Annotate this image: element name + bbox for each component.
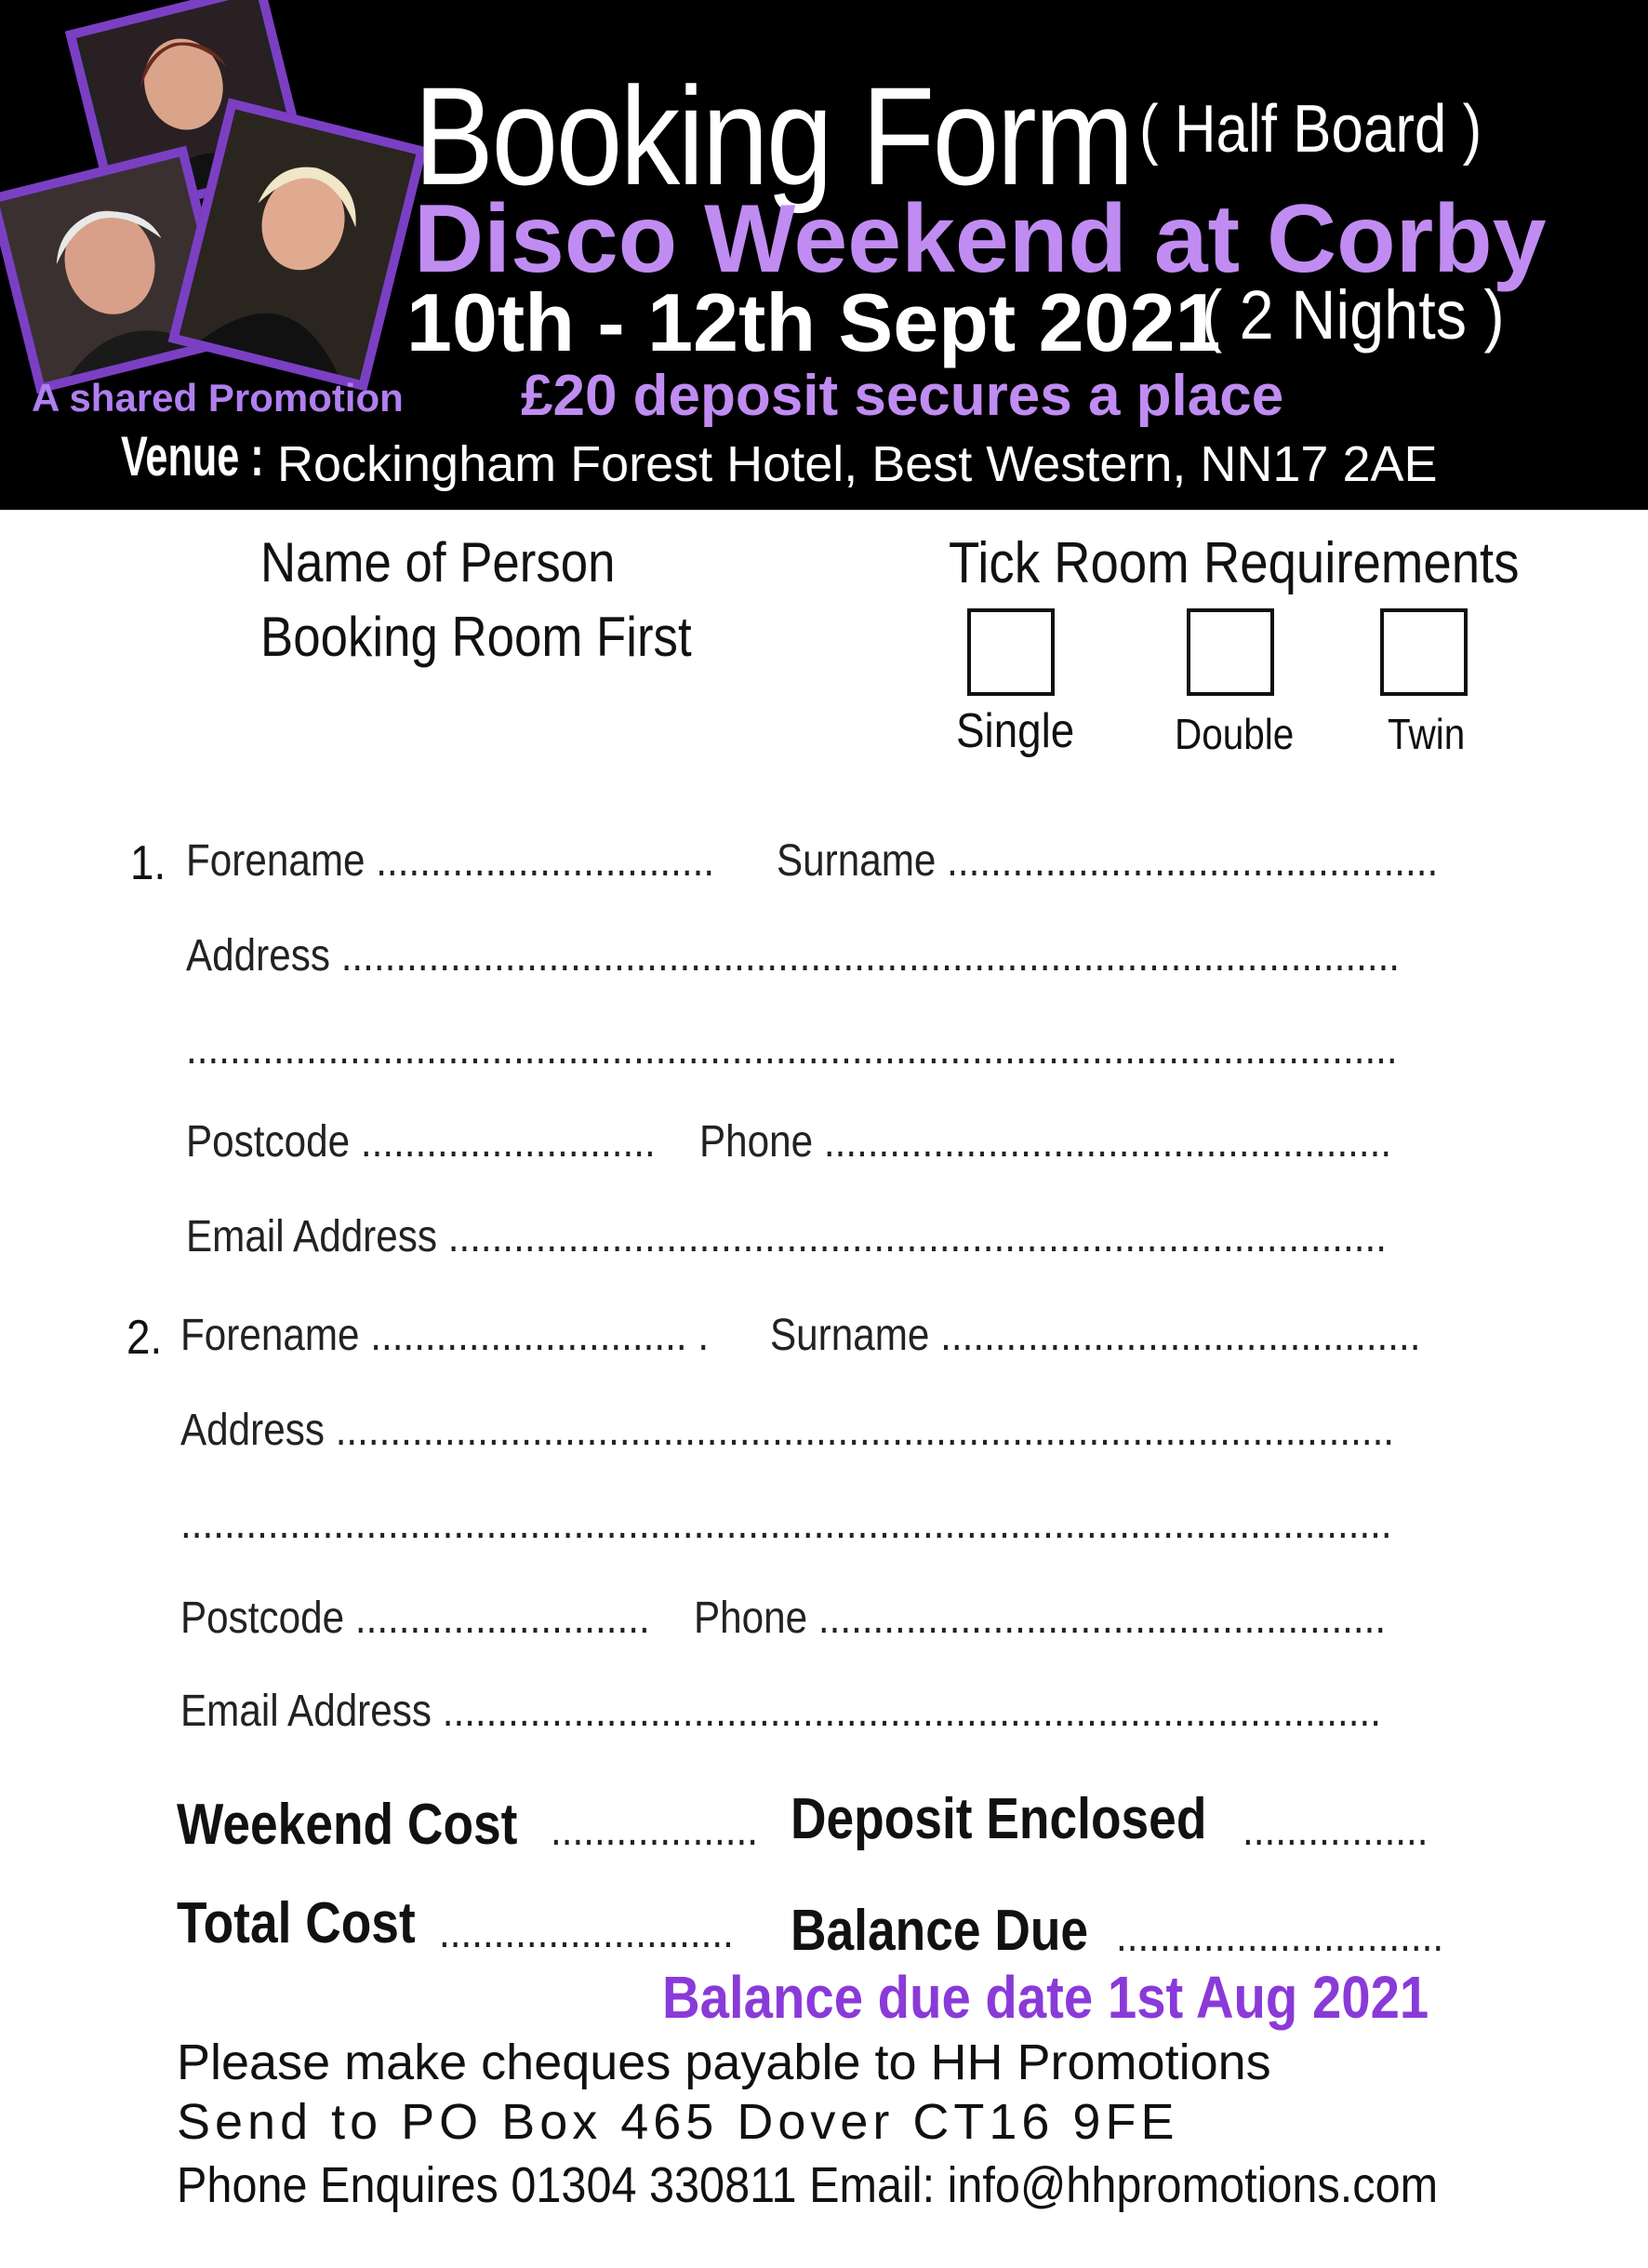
deposit-enclosed-field[interactable]: ................. xyxy=(1243,1806,1429,1855)
venue-label: Venue : xyxy=(121,425,264,487)
twin-room-label: Twin xyxy=(1388,710,1466,758)
venue-address: Rockingham Forest Hotel, Best Western, NN17 2AE xyxy=(277,436,1438,492)
total-cost-field[interactable]: ........................... xyxy=(439,1908,734,1957)
deposit-note: £20 deposit secures a place xyxy=(521,364,1284,428)
balance-due-field[interactable]: .............................. xyxy=(1116,1912,1444,1961)
person2-surname-field[interactable]: Surname ............................................ xyxy=(770,1311,1421,1360)
person2-address-field[interactable]: Address ................................................................................................. xyxy=(180,1406,1395,1455)
person1-surname-field[interactable]: Surname ............................................. xyxy=(777,836,1439,886)
booking-name-line2: Booking Room First xyxy=(260,606,692,668)
person2-phone-field[interactable]: Phone .................................................... xyxy=(694,1594,1387,1643)
contact-details: Phone Enquires 01304 330811 Email: info@hhpromotions.com xyxy=(177,2157,1439,2213)
person2-email-field[interactable]: Email Address ...................................................................................... xyxy=(180,1687,1381,1736)
booking-name-line1: Name of Person xyxy=(260,531,616,594)
weekend-cost-field[interactable]: ................... xyxy=(551,1806,758,1855)
twin-room-checkbox[interactable] xyxy=(1380,608,1468,696)
person2-number: 2. xyxy=(126,1311,163,1365)
single-room-label: Single xyxy=(956,704,1075,758)
person-photo-icon xyxy=(179,110,417,380)
cheque-instructions: Please make cheques payable to HH Promotions xyxy=(177,2035,1271,2090)
event-nights: ( 2 Nights ) xyxy=(1202,276,1505,354)
person2-address-line2-field[interactable]: ............................................................................................................... xyxy=(180,1499,1392,1548)
person1-email-field[interactable]: Email Address ...................................................................................... xyxy=(186,1212,1387,1261)
person1-phone-field[interactable]: Phone .................................................... xyxy=(699,1117,1392,1167)
postal-address: Send to PO Box 465 Dover CT16 9FE xyxy=(177,2094,1179,2150)
room-requirements-heading: Tick Room Requirements xyxy=(949,531,1520,595)
person1-number: 1. xyxy=(130,836,166,890)
promotion-note: A shared Promotion xyxy=(32,376,404,420)
person2-forename-field[interactable]: Forename ............................. . xyxy=(180,1311,710,1360)
single-room-checkbox[interactable] xyxy=(967,608,1055,696)
balance-due-date: Balance due date 1st Aug 2021 xyxy=(662,1964,1429,2031)
form-title: Booking Form xyxy=(414,58,1133,214)
person1-forename-field[interactable]: Forename ............................... xyxy=(186,836,715,886)
double-room-checkbox[interactable] xyxy=(1187,608,1274,696)
board-type: ( Half Board ) xyxy=(1139,92,1482,167)
person1-address-field[interactable]: Address ................................................................................................. xyxy=(186,931,1401,981)
weekend-cost-label: Weekend Cost xyxy=(177,1793,518,1857)
event-dates: 10th - 12th Sept 2021 xyxy=(406,276,1221,368)
double-room-label: Double xyxy=(1175,710,1295,758)
event-name: Disco Weekend at Corby xyxy=(414,185,1547,293)
deposit-enclosed-label: Deposit Enclosed xyxy=(791,1787,1207,1851)
balance-due-label: Balance Due xyxy=(791,1899,1089,1963)
person1-postcode-field[interactable]: Postcode ........................... xyxy=(186,1117,656,1167)
total-cost-label: Total Cost xyxy=(177,1891,416,1955)
header-banner xyxy=(0,0,1648,510)
person2-postcode-field[interactable]: Postcode ........................... xyxy=(180,1594,650,1643)
person1-address-line2-field[interactable]: ............................................................................................................... xyxy=(186,1024,1398,1074)
